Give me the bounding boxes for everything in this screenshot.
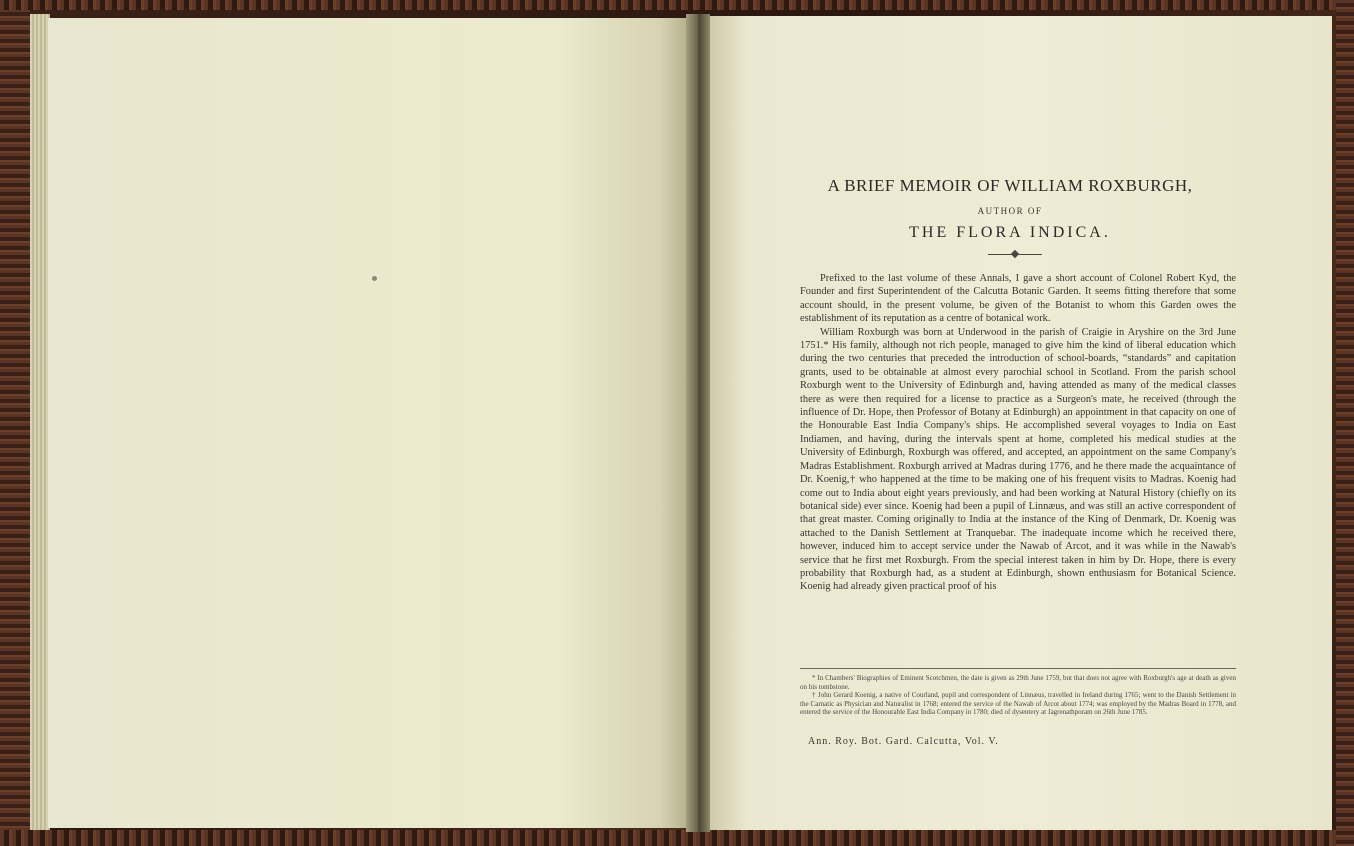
book-gutter bbox=[686, 14, 710, 832]
title-ornament-diamond bbox=[1011, 250, 1019, 258]
cover-binding-left bbox=[0, 0, 30, 846]
footnotes bbox=[800, 674, 1236, 717]
running-foot: Ann. Roy. Bot. Gard. Calcutta, Vol. V. bbox=[808, 736, 999, 747]
memoir-body bbox=[800, 272, 1236, 594]
footnote: † John Gerard Koenig, a native of Courland, pupil and correspondent of Linnæus, travelled in Ireland during 1765; went to the Danish Settlement in the Carnatic as Physician and Naturalist in 1768; entered the service of the Nawab of Arcot about 1774; was employed by the Madras Board in 1778, and entered the service of the Honourable East India Company in 1780; died of dysentery at Jagrenathporam on 26th June 1785. bbox=[800, 691, 1236, 717]
cover-binding-top bbox=[0, 0, 1354, 10]
footnote-rule bbox=[800, 668, 1236, 669]
right-page bbox=[710, 16, 1332, 830]
book-title: THE FLORA INDICA. bbox=[909, 224, 1111, 241]
cover-binding-bottom bbox=[0, 830, 1354, 846]
page-edges bbox=[30, 14, 50, 830]
document-title: A BRIEF MEMOIR OF WILLIAM ROXBURGH, bbox=[827, 176, 1193, 195]
paragraph: William Roxburgh was born at Underwood in the parish of Craigie in Aryshire on the 3rd June 1751.* His family, although not rich people, managed to give him the kind of liberal education which during the two centuries that preceded the introduction of school-boards, “standards” and capitation grants, used to be obtainable at almost every parochial school in Scotland. From the parish school Roxburgh went to the University of Edinburgh and, having attended as many of the medical classes there as were then required for a license to practice as a Surgeon's mate, he received (through the influence of Dr. Hope, then Professor of Botany at Edinburgh) an appointment in that capacity on one of the Honourable East India Company's ships. He accomplished several voyages to India on East Indiamen, and having, during the intervals spent at home, completed his medical studies at the University of Edinburgh, Roxburgh was offered, and accepted, an appointment on the same Company's Madras Establishment. Roxburgh arrived at Madras during 1776, and he there made the acquaintance of Dr. Koenig,† who happened at the time to be making one of his frequent visits to Madras. Koenig had come out to India about eight years previously, and had been working at Natural History (chiefly on its botanical side) ever since. Koenig had been a pupil of Linnæus, and was still an active correspondent of that great master. Coming originally to India at the instance of the King of Denmark, Dr. Koenig was attached to the Danish Settlement at Tranquebar. The inadequate income which he received there, however, induced him to accept service under the Nawab of Arcot, and it was while in the Nawab's service that he first met Roxburgh. From the special interest taken in him by Dr. Hope, there is every probability that Roxburgh had, as a student at Edinburgh, shown enthusiasm for Botanical Science. Koenig had already given practical proof of his bbox=[800, 326, 1236, 593]
footnote: * In Chambers' Biographies of Eminent Scotchmen, the date is given as 29th June 1759, but that does not agree with Roxburgh's age at death as given on his tombstone. bbox=[800, 674, 1236, 691]
left-page bbox=[48, 18, 686, 828]
document-subtitle: AUTHOR OF bbox=[977, 206, 1043, 216]
pencil-mark bbox=[372, 276, 377, 281]
paragraph: Prefixed to the last volume of these Annals, I gave a short account of Colonel Robert Kyd, the Founder and first Superintendent of the Calcutta Botanic Garden. It seems fitting therefore that some account should, in the present volume, be given of the Botanist to whom this Garden owes the establishment of its reputation as a centre of botanical work. bbox=[800, 273, 1236, 325]
cover-binding-right bbox=[1336, 0, 1354, 846]
